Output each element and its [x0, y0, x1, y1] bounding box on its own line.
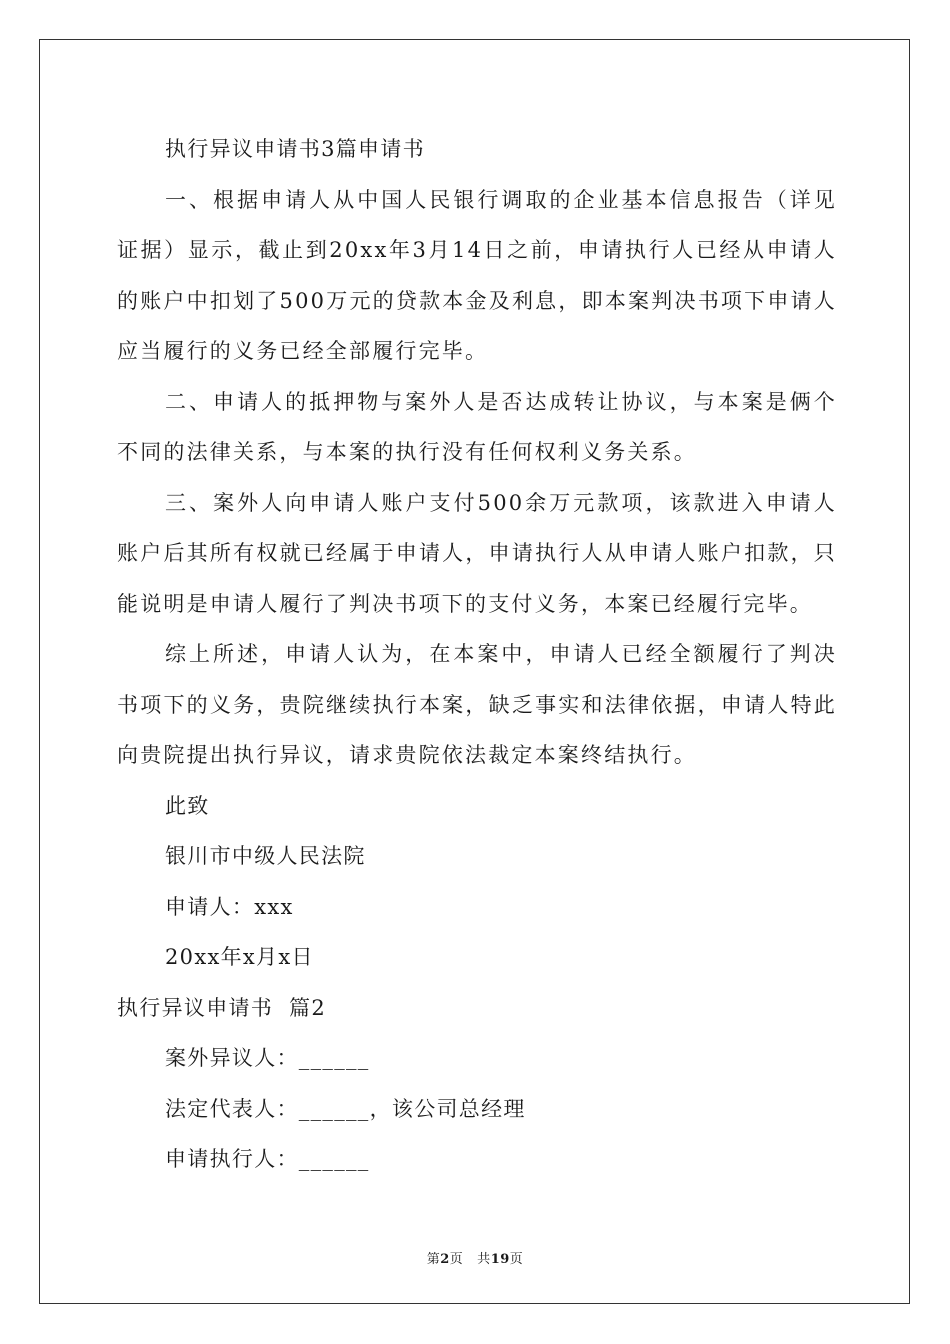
field-legal-representative: 法定代表人：______，该公司总经理	[165, 1096, 526, 1121]
document-date: 20xx年x月x日	[165, 945, 314, 969]
paragraph-1: 一、根据申请人从中国人民银行调取的企业基本信息报告（详见证据）显示，截止到20xx年3月14日之前，申请执行人已经从申请人的账户中扣划了500万元的贷款本金及利息，即本案判决书项下申请人应当履行的义务已经全部履行完毕。	[117, 187, 837, 363]
paragraph-4: 综上所述，申请人认为，在本案中，申请人已经全额履行了判决书项下的义务，贵院继续执行本案，缺乏事实和法律依据，申请人特此向贵院提出执行异议，请求贵院依法裁定本案终结执行。	[117, 642, 837, 767]
court-name: 银川市中级人民法院	[165, 844, 366, 868]
page-footer	[0, 1248, 950, 1267]
field-objector: 案外异议人：______	[165, 1046, 370, 1070]
field-execution-applicant: 申请执行人：______	[165, 1147, 370, 1171]
total-pages: 19	[490, 1252, 510, 1267]
total-label-suffix: 页	[509, 1252, 524, 1267]
paragraph-3: 三、案外人向申请人账户支付500余万元款项，该款进入申请人账户后其所有权就已经属于申请人，申请执行人从申请人账户扣款，只能说明是申请人履行了判决书项下的支付义务，本案已经履行完毕。	[117, 490, 837, 616]
total-label-prefix: 共	[477, 1252, 491, 1267]
page-label-prefix: 第	[426, 1252, 441, 1267]
paragraph-2: 二、申请人的抵押物与案外人是否达成转让协议，与本案是俩个不同的法律关系，与本案的执行没有任何权利义务关系。	[117, 389, 837, 464]
document-body	[117, 124, 837, 1185]
applicant-signature: 申请人：xxx	[165, 894, 294, 919]
page-number: 2	[440, 1252, 450, 1267]
page-label-suffix: 页	[449, 1252, 464, 1267]
closing-salutation: 此致	[165, 793, 210, 818]
document-title: 执行异议申请书3篇申请书	[165, 137, 425, 161]
section-2-title: 执行异议申请书 篇2	[117, 995, 327, 1020]
